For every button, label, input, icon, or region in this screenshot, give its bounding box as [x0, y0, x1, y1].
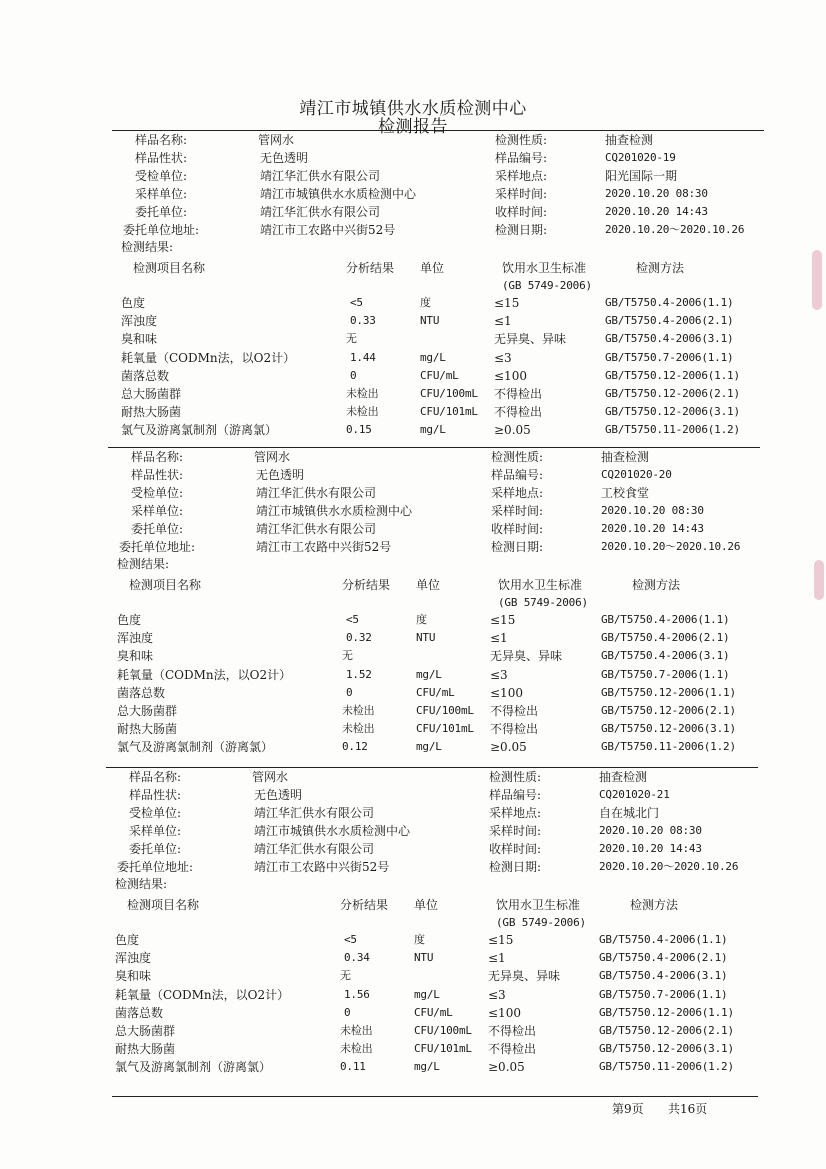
cell-item: 氯气及游离氯制剂（游离氯） — [115, 1060, 272, 1075]
cell-result: 1.52 — [346, 667, 372, 681]
table-row — [0, 668, 826, 684]
cell-unit: NTU — [416, 631, 436, 645]
field-value: 靖江华汇供水有限公司 — [256, 486, 377, 500]
cell-standard: ≥0.05 — [494, 423, 531, 438]
cell-result: 未检出 — [346, 405, 379, 419]
col-header-method: 检测方法 — [636, 261, 685, 275]
field-label: 检测性质: — [495, 133, 548, 147]
page-total: 共16页 — [668, 1102, 708, 1116]
cell-standard: ≤100 — [490, 685, 523, 700]
col-header-result: 分析结果 — [342, 578, 391, 592]
field-value: 靖江市城镇供水水质检测中心 — [256, 504, 413, 518]
field-label: 样品编号: — [491, 468, 544, 482]
col-header-item: 检测项目名称 — [133, 261, 206, 275]
field-label: 受检单位: — [129, 806, 182, 820]
cell-method: GB/T5750.7-2006(1.1) — [599, 987, 728, 1001]
field-value: 2020.10.20～2020.10.26 — [601, 540, 741, 553]
cell-item: 菌落总数 — [117, 685, 166, 700]
field-label: 样品名称: — [135, 133, 188, 147]
field-label: 检测日期: — [491, 540, 544, 554]
field-label: 样品性状: — [135, 151, 188, 165]
col-header-unit: 单位 — [414, 898, 439, 912]
field-label: 采样地点: — [489, 806, 542, 820]
field-label: 受检单位: — [131, 486, 184, 500]
field-value: CQ201020-19 — [605, 151, 676, 164]
cell-result: <5 — [344, 933, 357, 946]
field-value: 靖江市工农路中兴街52号 — [254, 860, 390, 874]
cell-result: 1.44 — [350, 350, 376, 364]
cell-method: GB/T5750.4-2006(3.1) — [599, 969, 728, 983]
cell-method: GB/T5750.12-2006(1.1) — [599, 1005, 734, 1019]
table-row — [0, 704, 826, 720]
cell-unit: mg/L — [414, 987, 440, 1001]
cell-standard: 无异臭、异味 — [494, 332, 567, 347]
cell-result: <5 — [346, 613, 359, 626]
cell-standard: ≤100 — [494, 368, 527, 383]
cell-unit: 度 — [420, 296, 431, 309]
cell-unit: mg/L — [416, 667, 442, 681]
field-value: 2020.10.20 08:30 — [605, 187, 708, 200]
field-label: 采样单位: — [129, 824, 182, 838]
field-value: 管网水 — [252, 770, 289, 784]
cell-method: GB/T5750.12-2006(3.1) — [605, 405, 740, 419]
results-label: 检测结果: — [121, 240, 174, 254]
field-value: 靖江华汇供水有限公司 — [254, 842, 375, 856]
seal-mark — [812, 250, 822, 310]
table-row — [0, 369, 826, 385]
field-value: 2020.10.20 14:43 — [599, 842, 702, 855]
field-label: 检测性质: — [489, 770, 542, 784]
field-label: 采样时间: — [491, 504, 544, 518]
cell-unit: CFU/100mL — [420, 387, 478, 400]
table-row — [0, 405, 826, 421]
page-number: 第9页 — [612, 1102, 644, 1116]
cell-method: GB/T5750.4-2006(3.1) — [605, 332, 734, 346]
cell-method: GB/T5750.4-2006(1.1) — [601, 613, 730, 626]
cell-method: GB/T5750.12-2006(3.1) — [601, 722, 736, 736]
cell-standard: 不得检出 — [490, 704, 539, 718]
field-label: 受检单位: — [135, 169, 188, 183]
cell-item: 臭和味 — [121, 332, 158, 347]
table-row — [0, 613, 826, 629]
cell-item: 浑浊度 — [117, 631, 154, 646]
field-label: 委托单位: — [131, 522, 184, 536]
cell-method: GB/T5750.11-2006(1.2) — [599, 1060, 734, 1074]
table-row — [0, 933, 826, 949]
field-value: 无色透明 — [256, 468, 305, 482]
cell-method: GB/T5750.12-2006(3.1) — [599, 1042, 734, 1056]
cell-result: 未检出 — [342, 704, 375, 717]
results-label: 检测结果: — [117, 557, 170, 571]
col-header-result: 分析结果 — [340, 898, 389, 912]
cell-unit: mg/L — [414, 1060, 440, 1074]
cell-unit: CFU/mL — [416, 685, 455, 699]
field-label: 采样地点: — [495, 169, 548, 183]
field-value: CQ201020-21 — [599, 788, 670, 801]
cell-item: 总大肠菌群 — [121, 387, 182, 401]
cell-item: 耐热大肠菌 — [115, 1042, 176, 1057]
section-rule — [112, 130, 764, 131]
cell-unit: mg/L — [420, 350, 446, 364]
cell-standard: ≤1 — [488, 951, 506, 966]
cell-method: GB/T5750.12-2006(1.1) — [601, 685, 736, 699]
field-label: 采样时间: — [489, 824, 542, 838]
field-label: 委托单位: — [135, 205, 188, 219]
cell-result: 无 — [342, 649, 353, 663]
field-value: 无色透明 — [254, 788, 303, 802]
field-value: 抽查检测 — [599, 770, 648, 784]
sample-section — [0, 130, 826, 450]
cell-unit: CFU/101mL — [414, 1042, 472, 1056]
cell-standard: ≤100 — [488, 1005, 521, 1020]
cell-unit: mg/L — [420, 423, 446, 437]
table-row — [0, 722, 826, 738]
cell-result: 0.11 — [340, 1060, 366, 1074]
col-header-result: 分析结果 — [346, 261, 395, 275]
cell-result: 0.12 — [342, 740, 368, 754]
seal-mark — [814, 560, 824, 600]
cell-method: GB/T5750.11-2006(1.2) — [605, 423, 740, 437]
cell-result: 未检出 — [346, 387, 379, 400]
cell-item: 色度 — [121, 296, 146, 310]
section-rule — [108, 447, 760, 448]
report-title: 检测报告 — [378, 117, 448, 137]
cell-standard: 不得检出 — [490, 722, 539, 737]
field-value: 阳光国际一期 — [605, 169, 678, 183]
cell-standard: 无异臭、异味 — [488, 969, 561, 984]
field-value: 抽查检测 — [605, 133, 654, 147]
cell-standard: ≤3 — [488, 987, 506, 1002]
table-row — [0, 332, 826, 348]
cell-standard: ≤15 — [490, 613, 516, 627]
field-label: 样品名称: — [129, 770, 182, 784]
cell-item: 氯气及游离氯制剂（游离氯） — [117, 740, 274, 755]
cell-item: 臭和味 — [117, 649, 154, 664]
cell-standard: ≤1 — [494, 314, 512, 329]
cell-standard: ≥0.05 — [488, 1060, 525, 1075]
table-row — [0, 351, 826, 367]
cell-method: GB/T5750.11-2006(1.2) — [601, 740, 736, 754]
field-value: 靖江市城镇供水水质检测中心 — [260, 187, 417, 201]
cell-standard: 不得检出 — [488, 1024, 537, 1038]
cell-unit: 度 — [414, 933, 425, 946]
col-header-standard: 饮用水卫生标准 — [502, 261, 587, 275]
cell-unit: CFU/mL — [420, 368, 459, 382]
cell-standard: 不得检出 — [488, 1042, 537, 1057]
field-label: 样品性状: — [129, 788, 182, 802]
table-row — [0, 686, 826, 702]
col-header-standard-code: (GB 5749-2006) — [502, 279, 592, 292]
cell-result: 未检出 — [340, 1024, 373, 1037]
cell-result: 无 — [346, 332, 357, 346]
table-row — [0, 423, 826, 439]
cell-item: 耗氧量（CODMn法，以O2计） — [117, 667, 292, 682]
field-value: 2020.10.20～2020.10.26 — [599, 860, 739, 873]
cell-method: GB/T5750.4-2006(1.1) — [599, 933, 728, 946]
cell-item: 耗氧量（CODMn法，以O2计） — [115, 987, 290, 1002]
col-header-standard-code: (GB 5749-2006) — [498, 596, 588, 609]
field-value: CQ201020-20 — [601, 468, 672, 481]
cell-standard: ≤1 — [490, 631, 508, 646]
cell-unit: CFU/100mL — [416, 704, 474, 717]
cell-item: 耗氧量（CODMn法，以O2计） — [121, 350, 296, 365]
cell-result: <5 — [350, 296, 363, 309]
cell-standard: ≤3 — [494, 350, 512, 365]
cell-result: 0.34 — [344, 951, 370, 965]
field-value: 工校食堂 — [601, 486, 650, 500]
field-label: 采样地点: — [491, 486, 544, 500]
field-value: 靖江市工农路中兴街52号 — [260, 223, 396, 237]
field-label: 样品名称: — [131, 450, 184, 464]
field-label: 委托单位地址: — [117, 860, 194, 874]
table-row — [0, 631, 826, 647]
field-value: 2020.10.20～2020.10.26 — [605, 223, 745, 236]
cell-result: 未检出 — [342, 722, 375, 736]
results-label: 检测结果: — [115, 877, 168, 891]
col-header-unit: 单位 — [420, 261, 445, 275]
cell-item: 耐热大肠菌 — [117, 722, 178, 737]
cell-item: 总大肠菌群 — [117, 704, 178, 718]
footer-rule — [112, 1096, 758, 1097]
cell-item: 浑浊度 — [121, 314, 158, 329]
cell-unit: CFU/100mL — [414, 1024, 472, 1037]
field-label: 委托单位: — [129, 842, 182, 856]
table-row — [0, 387, 826, 403]
cell-method: GB/T5750.4-2006(2.1) — [605, 314, 734, 328]
cell-item: 色度 — [117, 613, 142, 627]
cell-method: GB/T5750.7-2006(1.1) — [601, 667, 730, 681]
cell-item: 耐热大肠菌 — [121, 405, 182, 420]
cell-unit: 度 — [416, 613, 427, 626]
field-value: 无色透明 — [260, 151, 309, 165]
cell-result: 无 — [340, 969, 351, 983]
field-label: 采样单位: — [135, 187, 188, 201]
field-label: 样品编号: — [495, 151, 548, 165]
table-row — [0, 1006, 826, 1022]
cell-method: GB/T5750.12-2006(1.1) — [605, 368, 740, 382]
col-header-item: 检测项目名称 — [129, 578, 202, 592]
cell-unit: CFU/101mL — [416, 722, 474, 736]
col-header-standard-code: (GB 5749-2006) — [496, 916, 586, 929]
field-label: 检测性质: — [491, 450, 544, 464]
cell-item: 氯气及游离氯制剂（游离氯） — [121, 423, 278, 438]
cell-result: 0 — [350, 368, 357, 382]
field-value: 管网水 — [254, 450, 291, 464]
table-row — [0, 296, 826, 312]
table-row — [0, 969, 826, 985]
col-header-method: 检测方法 — [632, 578, 681, 592]
cell-item: 菌落总数 — [121, 368, 170, 383]
cell-unit: CFU/mL — [414, 1005, 453, 1019]
table-row — [0, 951, 826, 967]
sample-section — [0, 447, 826, 767]
field-label: 委托单位地址: — [123, 223, 200, 237]
field-value: 2020.10.20 14:43 — [605, 205, 708, 218]
field-label: 样品性状: — [131, 468, 184, 482]
field-value: 2020.10.20 08:30 — [601, 504, 704, 517]
cell-standard: 无异臭、异味 — [490, 649, 563, 664]
field-value: 靖江市城镇供水水质检测中心 — [254, 824, 411, 838]
field-label: 样品编号: — [489, 788, 542, 802]
col-header-item: 检测项目名称 — [127, 898, 200, 912]
cell-method: GB/T5750.4-2006(2.1) — [599, 951, 728, 965]
cell-method: GB/T5750.7-2006(1.1) — [605, 350, 734, 364]
col-header-method: 检测方法 — [630, 898, 679, 912]
table-row — [0, 1024, 826, 1040]
field-value: 靖江华汇供水有限公司 — [254, 806, 375, 820]
table-row — [0, 988, 826, 1004]
col-header-unit: 单位 — [416, 578, 441, 592]
cell-unit: CFU/101mL — [420, 405, 478, 419]
cell-result: 未检出 — [340, 1042, 373, 1056]
field-value: 靖江华汇供水有限公司 — [256, 522, 377, 536]
field-label: 收样时间: — [489, 842, 542, 856]
field-value: 2020.10.20 08:30 — [599, 824, 702, 837]
field-value: 靖江华汇供水有限公司 — [260, 205, 381, 219]
cell-method: GB/T5750.4-2006(1.1) — [605, 296, 734, 309]
field-value: 自在城北门 — [599, 806, 660, 820]
cell-standard: ≤15 — [494, 296, 520, 310]
field-value: 2020.10.20 14:43 — [601, 522, 704, 535]
cell-unit: mg/L — [416, 740, 442, 754]
table-row — [0, 314, 826, 330]
cell-item: 臭和味 — [115, 969, 152, 984]
field-label: 收样时间: — [495, 205, 548, 219]
cell-item: 色度 — [115, 933, 140, 947]
field-value: 靖江华汇供水有限公司 — [260, 169, 381, 183]
field-label: 采样时间: — [495, 187, 548, 201]
sample-section — [0, 767, 826, 1087]
cell-method: GB/T5750.12-2006(2.1) — [601, 704, 736, 717]
cell-standard: 不得检出 — [494, 405, 543, 420]
cell-method: GB/T5750.12-2006(2.1) — [599, 1024, 734, 1037]
table-row — [0, 1042, 826, 1058]
cell-standard: ≥0.05 — [490, 740, 527, 755]
cell-result: 1.56 — [344, 987, 370, 1001]
cell-method: GB/T5750.4-2006(2.1) — [601, 631, 730, 645]
table-row — [0, 1060, 826, 1076]
cell-standard: ≤15 — [488, 933, 514, 947]
cell-standard: ≤3 — [490, 667, 508, 682]
field-value: 管网水 — [258, 133, 295, 147]
field-label: 检测日期: — [495, 223, 548, 237]
cell-unit: NTU — [414, 951, 434, 965]
cell-method: GB/T5750.4-2006(3.1) — [601, 649, 730, 663]
cell-result: 0 — [344, 1005, 351, 1019]
col-header-standard: 饮用水卫生标准 — [496, 898, 581, 912]
cell-item: 菌落总数 — [115, 1005, 164, 1020]
field-label: 检测日期: — [489, 860, 542, 874]
section-rule — [106, 767, 758, 768]
cell-result: 0.32 — [346, 631, 372, 645]
field-value: 靖江市工农路中兴街52号 — [256, 540, 392, 554]
cell-result: 0.15 — [346, 423, 372, 437]
field-label: 采样单位: — [131, 504, 184, 518]
cell-method: GB/T5750.12-2006(2.1) — [605, 387, 740, 400]
table-row — [0, 649, 826, 665]
cell-item: 总大肠菌群 — [115, 1024, 176, 1038]
cell-result: 0 — [346, 685, 353, 699]
cell-standard: 不得检出 — [494, 387, 543, 401]
col-header-standard: 饮用水卫生标准 — [498, 578, 583, 592]
cell-unit: NTU — [420, 314, 440, 328]
cell-result: 0.33 — [350, 314, 376, 328]
org-title: 靖江市城镇供水水质检测中心 — [299, 99, 527, 119]
table-row — [0, 740, 826, 756]
field-label: 委托单位地址: — [119, 540, 196, 554]
cell-item: 浑浊度 — [115, 951, 152, 966]
field-value: 抽查检测 — [601, 450, 650, 464]
field-label: 收样时间: — [491, 522, 544, 536]
